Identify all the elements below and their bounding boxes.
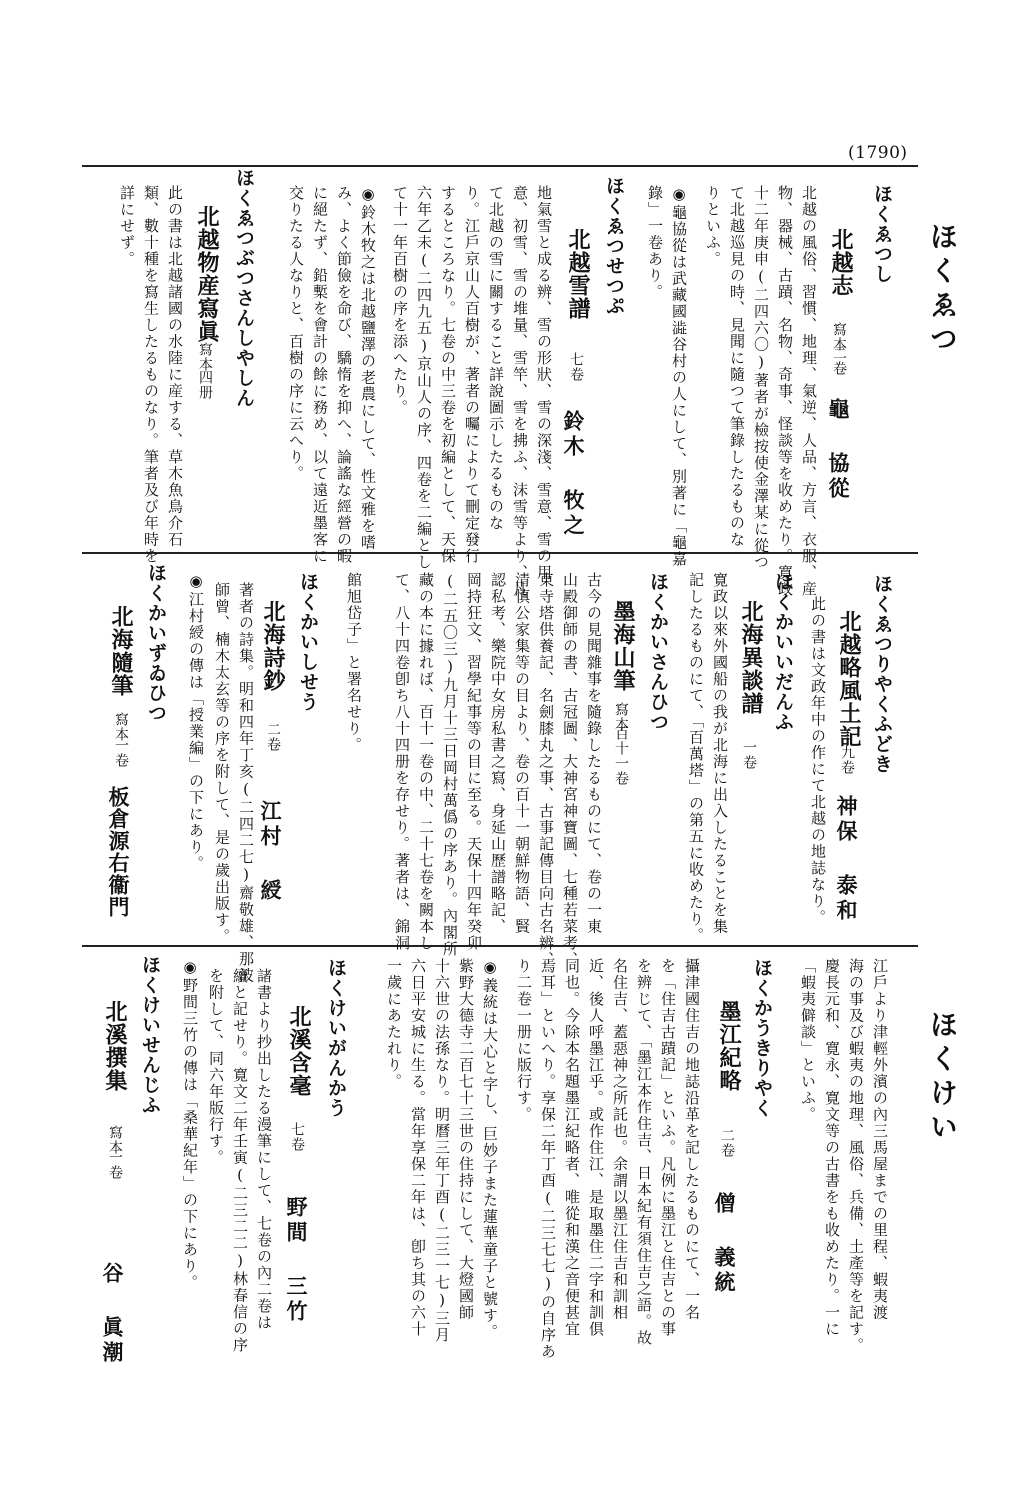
volume-count: 九卷	[839, 745, 855, 775]
body-line: 續と記せり。寛文二年壬寅(二三二二)林春信の序	[231, 968, 249, 1354]
margin-head-top: ほくゑつ	[926, 222, 959, 358]
body-line: 海の事及び蝦夷の地理、風俗、兵備、土產等を記す。	[847, 958, 865, 1354]
body-line: に絕たず、鉛槧を會計の餘に務め、以て遠近墨客に	[311, 185, 329, 565]
entry-heading: ほくゑつせつぷ	[603, 176, 625, 316]
entry-title: 北海異談譜	[738, 600, 764, 715]
body-line: 詳にせず。	[118, 185, 136, 268]
body-line: り。江戶京山人百樹が、著者の囑によりて刪定發行	[463, 185, 481, 565]
volume-count: 七卷	[289, 1122, 305, 1152]
body-line: 意、初雪、雪の堆量、雪竿、雪を拂ふ、沫雪等より、凡	[511, 185, 529, 598]
entry-title: 墨江紀略	[716, 1000, 742, 1092]
body-line: ◉義統は大心と字し、巨妙子また蓮華童子と號す。	[481, 958, 499, 1341]
entry-heading: ほくかうきりやく	[751, 958, 773, 1118]
entry-heading: ほくかいいだんふ	[772, 572, 794, 732]
body-line: 六年乙未(二四九五)京山人の序、四卷を二編とし	[415, 185, 433, 571]
entry-title: 北海隨筆	[108, 605, 134, 697]
author: 神保 泰和	[834, 795, 859, 924]
author: 野間 三竹	[284, 1196, 309, 1325]
body-line: て北越の雪に關すること詳說圖示したるものな	[487, 185, 505, 532]
edition-type: 寫本	[197, 342, 213, 372]
body-line: 諸書より抄出したる漫筆にして、七卷の內二卷は	[255, 968, 273, 1331]
body-line: ◉龜協從は武藏國澁谷村の人にして、別著に「龜嘉	[670, 185, 688, 568]
body-line: て、八十四卷卽ち八十四册を存せり。著者は、錦洞	[393, 572, 411, 952]
body-line: 江戶より津輕外濱の內三馬屋までの里程、蝦夷渡	[871, 958, 889, 1321]
body-line: を附して、同六年版行す。	[207, 968, 225, 1166]
entry-heading: ほくゑつぶつさんしやしん	[233, 168, 255, 408]
body-line: 館旭岱子」と署名せり。	[345, 572, 363, 754]
entry-title: 北越志	[828, 228, 854, 297]
body-line: 著者の詩集。明和四年丁亥(二四二七)齋敬雄、那波	[237, 582, 255, 984]
volume-count: 七卷	[568, 352, 584, 382]
entry-heading: ほくかいずゐひつ	[145, 563, 167, 723]
body-line: を辨じて、「墨江本作住吉、日本紀有須住吉之語。故	[635, 958, 653, 1347]
volume-count: 二卷	[719, 1128, 735, 1158]
margin-head-bottom: ほくけい	[926, 1010, 959, 1146]
body-line: 同也。今除本名題墨江紀略者、唯從和漢之音便甚宜	[563, 958, 581, 1338]
entry-title: 墨海山筆	[610, 600, 636, 692]
body-line: 寛政以來外國船の我が北海に出入したることを集	[711, 572, 729, 935]
horizontal-rule	[82, 945, 918, 947]
body-line: ◉江村綬の傳は「授業編」の下にあり。	[187, 572, 205, 872]
entry-heading: ほくけいせんじふ	[139, 955, 161, 1115]
body-line: 此の書は北越諸國の水陸に産する、草木魚鳥介石	[166, 185, 184, 548]
body-line: 十二年庚申(二四六〇)著者が檢按使金澤某に從つ	[752, 185, 770, 571]
edition-type: 寫本	[613, 702, 629, 732]
body-line: り二卷一册に版行す。	[515, 958, 533, 1123]
body-line: 錄」一卷あり。	[646, 185, 664, 301]
body-line: 攝津國住吉の地誌沿革を記したるものにて、一名	[683, 958, 701, 1321]
edition-type: 寫本	[831, 322, 847, 352]
body-line: りといふ。	[704, 185, 722, 268]
author: 鈴木 牧之	[561, 410, 586, 539]
volume-count: 一卷	[107, 1150, 123, 1180]
page-number: (1790)	[848, 143, 908, 163]
body-line: 此の書は文政年中の作にて北越の地誌なり。	[809, 596, 827, 926]
author: 龜 協從	[826, 398, 851, 502]
body-line: (二五〇三)九月十三日岡村萬僞の序あり。內閣所	[441, 572, 459, 958]
entry-title: 北越雪譜	[565, 228, 591, 320]
author: 僧 義統	[712, 1192, 737, 1296]
edition-type: 寫本	[113, 712, 129, 742]
body-line: 東寺塔供養記、名劍膝丸之事、古事記傳目向古名辨、	[537, 572, 555, 968]
body-line: 近、後人呼墨江乎。或作住江、是取墨住二字和訓俱	[587, 958, 605, 1338]
volume-count: 百十一卷	[613, 726, 629, 786]
volume-count: 一卷	[741, 740, 757, 770]
body-line: 六日平安城に生る。當年享保二年は、卽ち其の六十	[409, 958, 427, 1338]
volume-count: 二卷	[265, 722, 281, 752]
entry-heading: ほくかいさんひつ	[647, 572, 669, 732]
body-line: 慶長元和、寛永、寛文等の古書をも收めたり。一に	[823, 958, 841, 1338]
entry-title: 北越略風土記	[836, 610, 862, 748]
entry-heading: ほくかいしせう	[297, 572, 319, 712]
volume-count: 二卷	[831, 346, 847, 376]
edition-type: 寫本	[107, 1125, 123, 1155]
body-line: 名住吉、蓋惡神之所託也。余謂以墨江住吉和訓相	[611, 958, 629, 1321]
body-line: 物、器械、古蹟、名物、奇事、怪談等を收めたり。寛政	[776, 185, 794, 598]
volume-count: 一卷	[113, 738, 129, 768]
body-line: 師曾、楠木太玄等の序を附して、是の歲出版す。	[213, 582, 231, 945]
body-line: 清慎公家集等の目より、卷の百十一朝鮮物語、賢	[513, 572, 531, 935]
body-line: を「住吉古蹟記」といふ。凡例に墨江と住吉との事	[659, 958, 677, 1338]
author: 板倉源右衞門	[106, 786, 131, 918]
body-line: 紫野大德寺二百七十三世の住持にして、大燈國師	[457, 958, 475, 1321]
body-line: 地氣雪と成る辨、雪の形狀、雪の深淺、雪意、雪の用	[535, 185, 553, 581]
body-line: 認私考、樂院中女房私書之寫、身延山歷譜略記、	[489, 572, 507, 935]
entry-title: 北越物産寫眞	[194, 205, 220, 343]
body-line: 十六世の法孫なり。明曆三年丁酉(二三一七)三月	[433, 958, 451, 1344]
body-line: 北越の風俗、習慣、地理、氣逆、人品、方言、衣服、産	[800, 185, 818, 598]
body-line: ◉鈴木牧之は北越鹽澤の老農にして、性文雅を嗜	[359, 185, 377, 551]
body-line: 交りたる人なりと、百樹の序に云へり。	[287, 185, 305, 482]
author: 江村 綬	[258, 800, 283, 904]
entry-title: 北溪撰集	[102, 1000, 128, 1092]
body-line: 古今の見聞雜事を隨錄したるものにて、卷の一東	[585, 572, 603, 935]
body-line: 記したるものにて、「百萬塔」の第五に收めたり。	[687, 572, 705, 944]
body-line: て十一年百樹の序を添へたり。	[391, 185, 409, 416]
body-line: 岡持狂文、習學紀事等の目に至る。天保十四年癸卯	[465, 572, 483, 952]
body-line: 一歲にあたれり。	[385, 958, 403, 1090]
volume-count: 四册	[197, 370, 213, 400]
author: 谷 眞潮	[100, 1262, 125, 1366]
entry-heading: ほくゑつりやくふどき	[871, 574, 893, 774]
entry-heading: ほくゑつし	[871, 184, 893, 284]
body-line: 山殿御師の書、古冠圖、大神宮神寶圖、七種若菜考、	[561, 572, 579, 968]
entry-title: 北海詩鈔	[260, 600, 286, 692]
body-line: 「蝦夷僻談」といふ。	[799, 958, 817, 1123]
body-line: て北越巡見の時、見聞に隨つて筆錄したるものな	[728, 185, 746, 548]
body-line: み、よく節儉を命び、驕惰を抑へ、論謠な經營の暇	[335, 185, 353, 565]
body-line: 類、數十種を寫生したるものなり。筆者及び年時を	[142, 185, 160, 565]
entry-heading: ほくけいがんかう	[325, 958, 347, 1118]
entry-title: 北溪含毫	[286, 1005, 312, 1097]
body-line: ◉野間三竹の傳は「桑華紀年」の下にあり。	[181, 958, 199, 1291]
body-line: 藏の本に據れば、百十一卷の中、二十七卷を闕本し	[417, 572, 435, 952]
top-rule	[82, 165, 918, 167]
body-line: するところなり。七卷の中三卷を初編として、天保	[439, 185, 457, 565]
body-line: 焉耳」といへり。享保二年丁酉(二三七七)の自序あ	[539, 958, 557, 1360]
